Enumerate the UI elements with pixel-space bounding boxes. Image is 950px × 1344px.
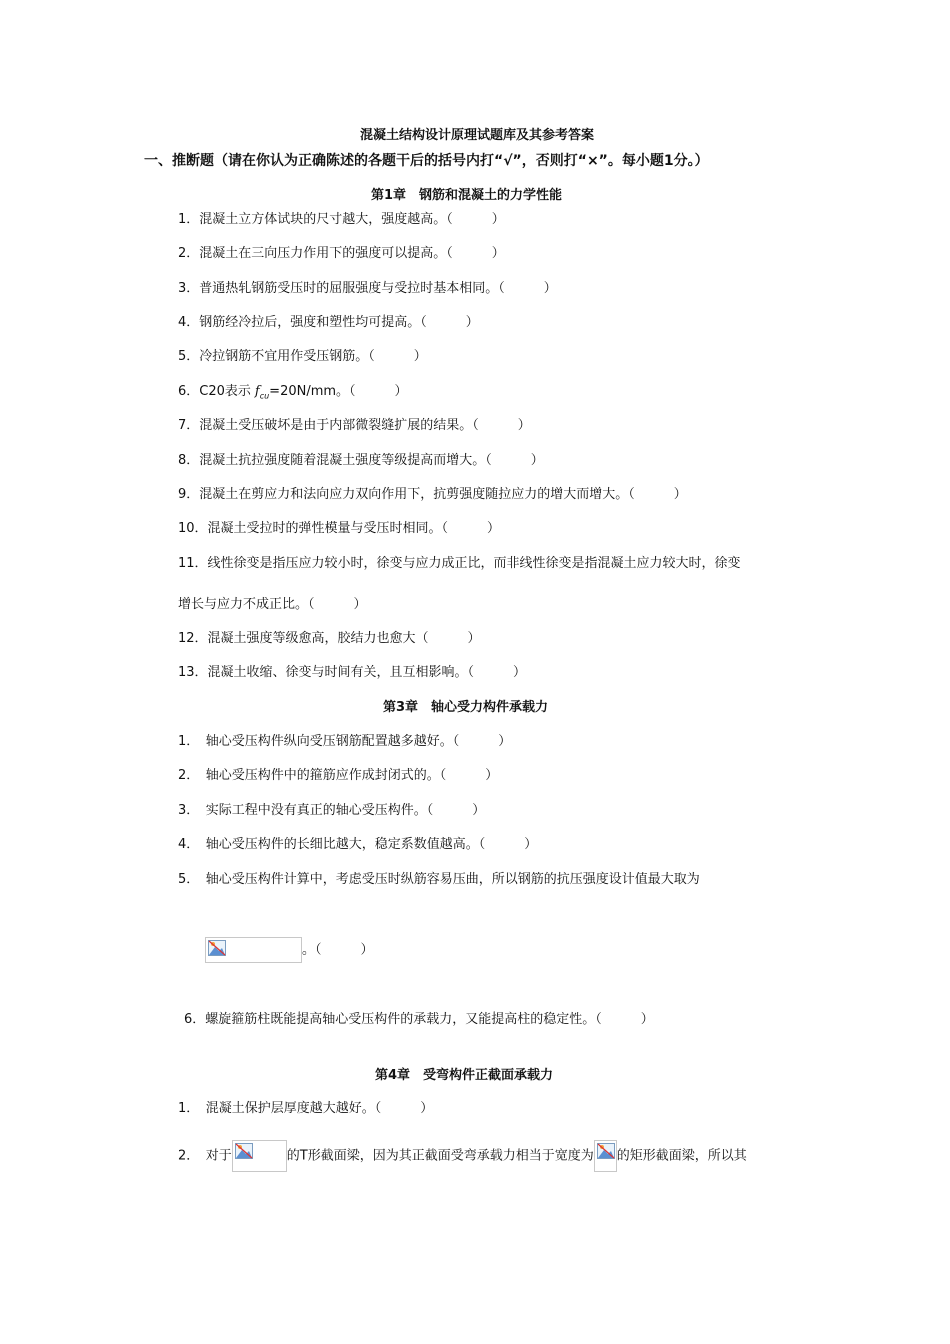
chapter-heading: 第1章 钢筋和混凝土的力学性能 xyxy=(371,188,563,203)
question-item: 4．钢筋经冷拉后，强度和塑性均可提高。（ ） xyxy=(178,315,479,330)
question-item: 5．冷拉钢筋不宜用作受压钢筋。（ ） xyxy=(178,349,427,364)
question-item: 5． 轴心受压构件计算中，考虑受压时纵筋容易压曲，所以钢筋的抗压强度设计值最大取为 xyxy=(178,872,700,887)
question-item: 11．线性徐变是指压应力较小时，徐变与应力成正比，而非线性徐变是指混凝土应力较大时，徐变 xyxy=(178,556,741,571)
question-item-continued: 增长与应力不成正比。（ ） xyxy=(178,597,367,612)
item-prefix: 2． 对于 xyxy=(178,1148,232,1164)
question-item: 6．螺旋箍筋柱既能提高轴心受压构件的承载力，又能提高柱的稳定性。（ ） xyxy=(184,1012,654,1027)
question-item: 1． 混凝土保护层厚度越大越好。（ ） xyxy=(178,1101,434,1116)
broken-image-icon xyxy=(232,1140,287,1172)
item-text: 的矩形截面梁，所以其 xyxy=(616,1148,747,1164)
question-item: 2． 轴心受压构件中的箍筋应作成封闭式的。（ ） xyxy=(178,768,499,783)
math-symbol: f xyxy=(254,384,260,399)
question-item: 7．混凝土受压破坏是由于内部微裂缝扩展的结果。（ ） xyxy=(178,418,531,433)
chapter-heading: 第4章 受弯构件正截面承载力 xyxy=(375,1068,554,1083)
section-heading: 一、推断题（请在你认为正确陈述的各题干后的括号内打“√”，否则打“×”。每小题1分。） xyxy=(144,153,709,169)
item-text: 的T形截面梁，因为其正截面受弯承载力相当于宽度为 xyxy=(286,1148,594,1164)
question-item xyxy=(178,1140,747,1173)
item-suffix: 。（ ） xyxy=(302,942,374,958)
question-item: 3．普通热轧钢筋受压时的屈服强度与受拉时基本相同。（ ） xyxy=(178,281,557,296)
question-item: 8．混凝土抗拉强度随着混凝土强度等级提高而增大。（ ） xyxy=(178,453,544,468)
question-item: 3． 实际工程中没有真正的轴心受压构件。（ ） xyxy=(178,803,486,818)
item-suffix: =20N/mm。（ ） xyxy=(269,384,408,399)
document-title: 混凝土结构设计原理试题库及其参考答案 xyxy=(360,128,595,143)
question-item xyxy=(178,384,408,405)
question-item: 9．混凝土在剪应力和法向应力双向作用下，抗剪强度随拉应力的增大而增大。（ ） xyxy=(178,487,687,502)
question-item: 1．混凝土立方体试块的尺寸越大，强度越高。（ ） xyxy=(178,212,505,227)
broken-image-icon xyxy=(205,937,302,963)
question-item: 1． 轴心受压构件纵向受压钢筋配置越多越好。（ ） xyxy=(178,734,512,749)
item-prefix: 6．C20表示 xyxy=(178,384,251,399)
question-item-continued xyxy=(205,937,374,964)
question-item: 4． 轴心受压构件的长细比越大，稳定系数值越高。（ ） xyxy=(178,837,538,852)
question-item: 13．混凝土收缩、徐变与时间有关，且互相影响。（ ） xyxy=(178,665,527,680)
math-subscript: cu xyxy=(259,391,270,401)
question-item: 10．混凝土受拉时的弹性模量与受压时相同。（ ） xyxy=(178,521,501,536)
question-item: 12．混凝土强度等级愈高，胶结力也愈大（ ） xyxy=(178,631,481,646)
broken-image-icon xyxy=(594,1140,617,1172)
chapter-heading: 第3章 轴心受力构件承载力 xyxy=(383,700,549,715)
question-item: 2．混凝土在三向压力作用下的强度可以提高。（ ） xyxy=(178,246,505,261)
